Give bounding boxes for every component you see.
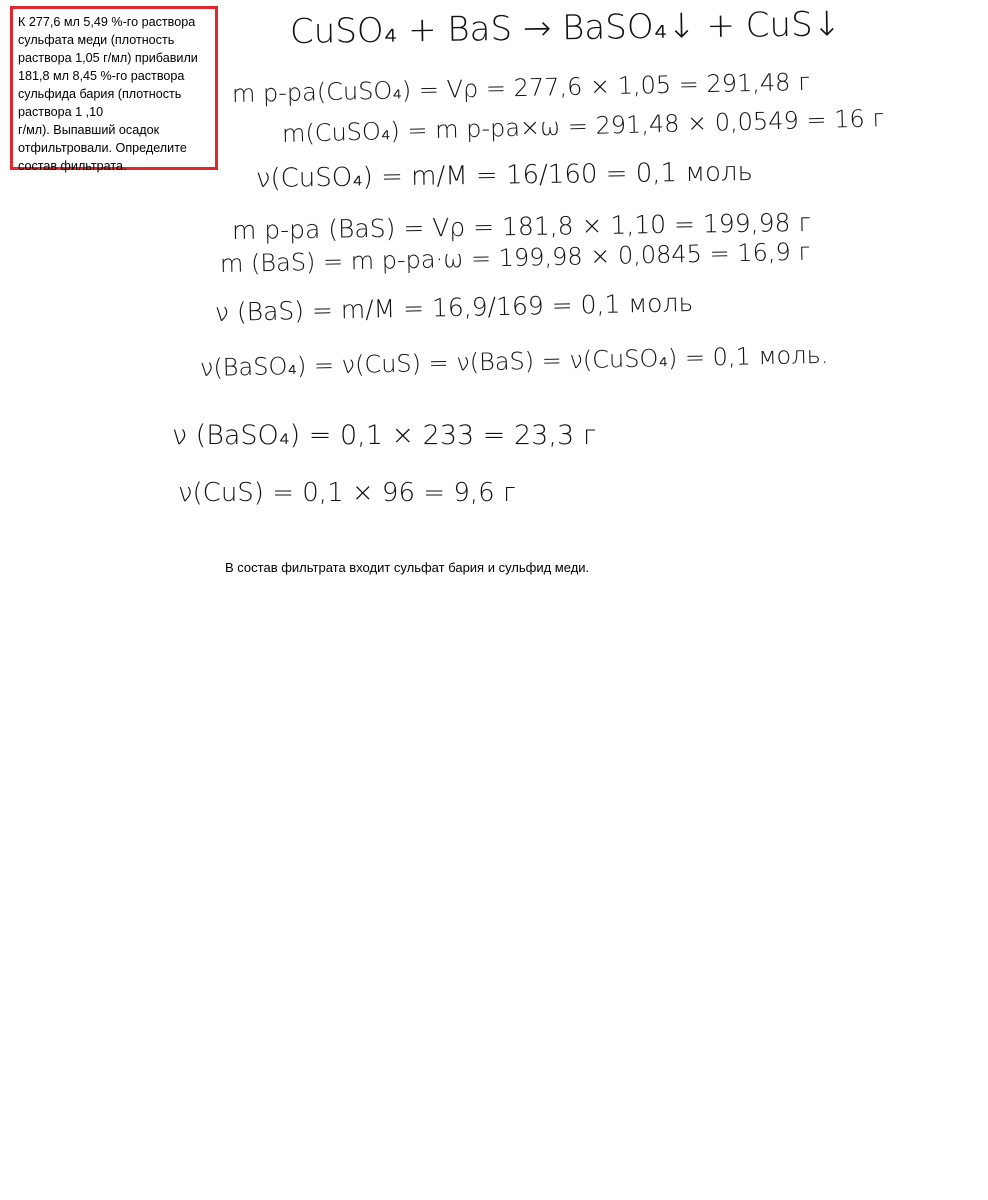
problem-line: г/мл). Выпавший осадок (18, 123, 160, 137)
problem-line: сульфата меди (плотность (18, 33, 175, 47)
mass-baso4: ν (BaSO₄) = 0,1 × 233 = 23,3 г (172, 420, 596, 451)
mass-cuso4: m(CuSO₄) = m р-ра×ω = 291,48 × 0,0549 = 16 г (281, 104, 885, 148)
moles-equality: ν(BaSO₄) = ν(CuS) = ν(BaS) = ν(CuSO₄) = 0,1 моль. (199, 340, 829, 382)
mass-cus: ν(CuS) = 0,1 × 96 = 9,6 г (178, 478, 516, 508)
problem-line: К 277,6 мл 5,49 %-го раствора (18, 15, 196, 29)
problem-line: сульфида бария (плотность (18, 87, 182, 101)
problem-line: раствора 1,05 г/мл) прибавили (18, 51, 198, 65)
moles-bas: ν (BaS) = m/M = 16,9/169 = 0,1 моль (214, 287, 694, 327)
problem-statement (10, 6, 218, 173)
moles-cuso4: ν(CuSO₄) = m/M = 16/160 = 0,1 моль (255, 157, 754, 194)
problem-line: раствора 1 ,10 (18, 105, 104, 119)
problem-line: состав фильтрата. (18, 159, 127, 173)
solution-mass-cuso4: m р-ра(CuSO₄) = Vρ = 277,6 × 1,05 = 291,48 г (231, 67, 811, 108)
problem-line: отфильтровали. Определите (18, 141, 187, 155)
problem-line: 181,8 мл 8,45 %-го раствора (18, 69, 185, 83)
answer-text: В состав фильтрата входит сульфат бария и сульфид меди. (225, 560, 590, 575)
solution-mass-bas: m р-ра (BaS) = Vρ = 181,8 × 1,10 = 199,98 г (231, 207, 811, 245)
mass-bas: m (BaS) = m р-ра·ω = 199,98 × 0,0845 = 16,9 г (219, 237, 811, 278)
reaction-equation: CuSO₄ + BaS → BaSO₄↓ + CuS↓ (289, 4, 842, 52)
